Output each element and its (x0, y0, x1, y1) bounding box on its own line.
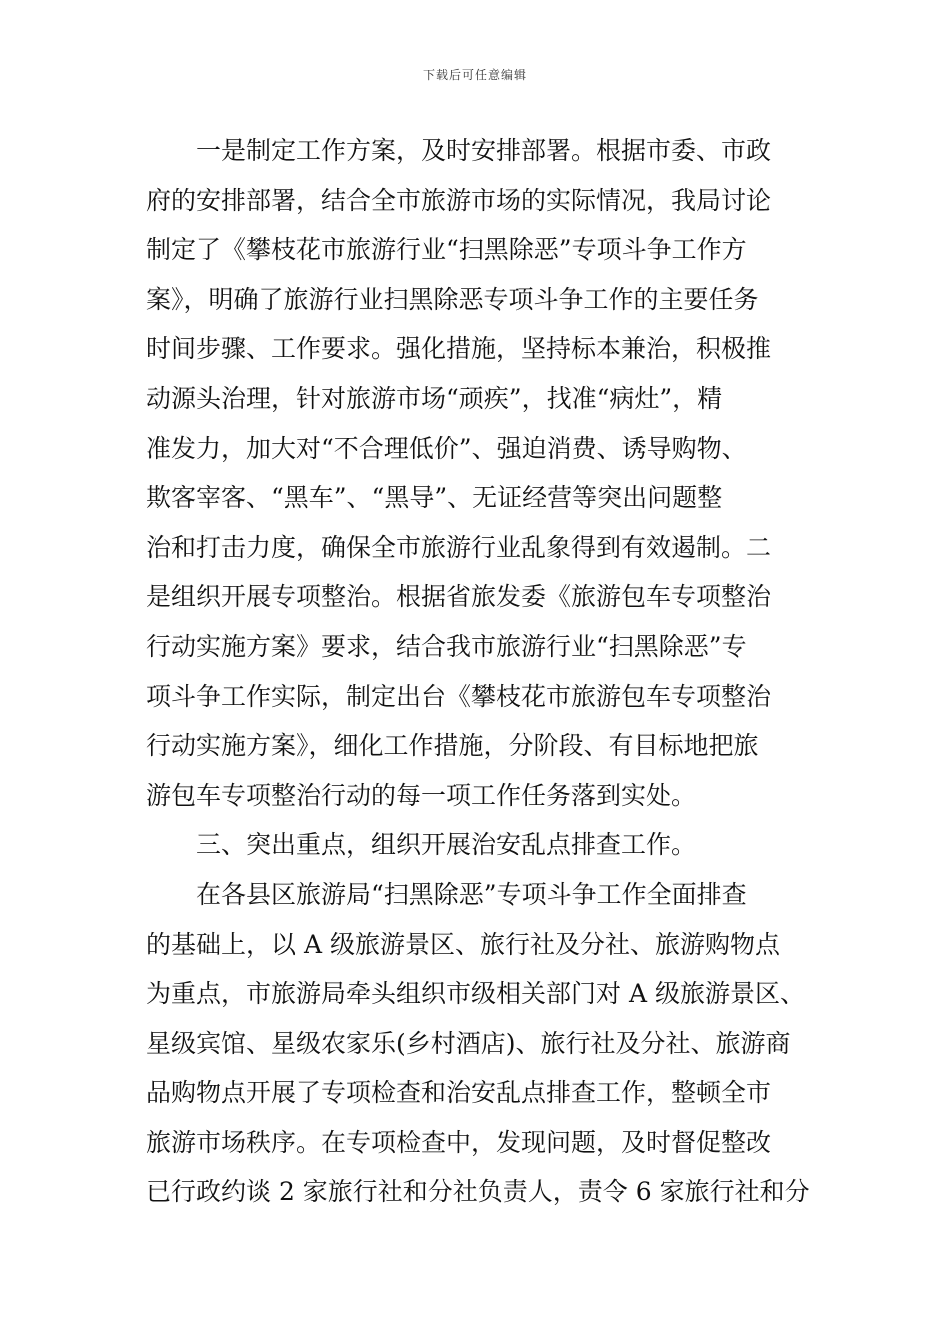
text-line: 为重点，市旅游局牵头组织市级相关部门对 A 级旅游景区、 (146, 979, 805, 1009)
text-line: 行动实施方案》要求，结合我市旅游行业“扫黑除恶”专 (146, 631, 747, 661)
page-header: 下载后可任意编辑 (422, 68, 527, 82)
document-body (146, 126, 826, 1217)
text-line: 在各县区旅游局“扫黑除恶”专项斗争工作全面排查 (196, 879, 747, 909)
text-line: 是组织开展专项整治。根据省旅发委《旅游包车专项整治 (146, 582, 772, 612)
text-line: 府的安排部署，结合全市旅游市场的实际情况，我局讨论 (146, 185, 772, 215)
text-line: 一是制定工作方案，及时安排部署。根据市委、市政 (196, 136, 772, 165)
text-line: 项斗争工作实际，制定出台《攀枝花市旅游包车专项整治 (146, 681, 772, 711)
text-line: 时间步骤、工作要求。强化措施，坚持标本兼治，积极推 (146, 334, 772, 364)
text-line: 制定了《攀枝花市旅游行业“扫黑除恶”专项斗争工作方 (146, 235, 747, 265)
text-line: 已行政约谈 2 家旅行社和分社负责人，责令 6 家旅行社和分 (146, 1177, 810, 1207)
text-line: 欺客宰客、“黑车”、“黑导”、无证经营等突出问题整 (146, 483, 723, 513)
section-heading: 三、突出重点，组织开展治安乱点排查工作。 (196, 830, 697, 860)
text-line: 动源头治理，针对旅游市场“顽疾”，找准“病灶”，精 (146, 383, 723, 413)
text-line: 品购物点开展了专项检查和治安乱点排查工作，整顿全市 (146, 1078, 772, 1108)
text-line: 的基础上，以 A 级旅游景区、旅行社及分社、旅游购物点 (146, 929, 780, 959)
text-line: 行动实施方案》，细化工作措施，分阶段、有目标地把旅 (146, 731, 759, 761)
text-line: 案》，明确了旅游行业扫黑除恶专项斗争工作的主要任务 (146, 284, 759, 314)
text-line: 旅游市场秩序。在专项检查中，发现问题，及时督促整改 (146, 1127, 772, 1157)
text-line: 准发力，加大对“不合理低价”、强迫消费、诱导购物、 (146, 433, 747, 463)
text-line: 治和打击力度，确保全市旅游行业乱象得到有效遏制。二 (146, 532, 772, 562)
text-line: 游包车专项整治行动的每一项工作任务落到实处。 (146, 780, 697, 810)
text-line: 星级宾馆、星级农家乐(乡村酒店)、旅行社及分社、旅游商 (146, 1028, 791, 1058)
